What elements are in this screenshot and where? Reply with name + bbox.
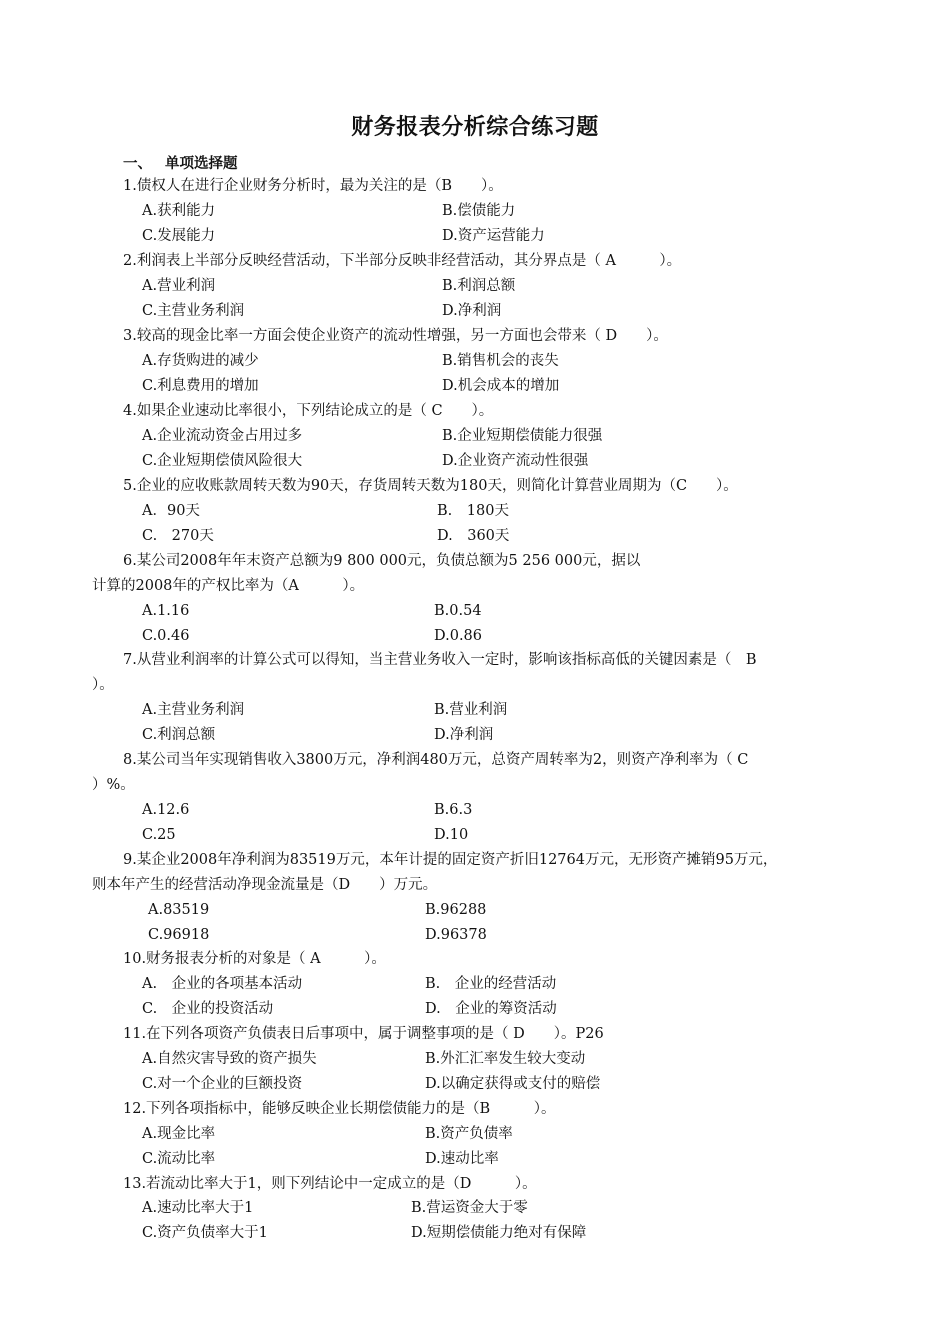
answer-option: C.企业短期偿债风险很大	[142, 453, 303, 469]
section-label: 单项选择题	[165, 156, 238, 172]
answer-option: A.存货购进的减少	[142, 353, 259, 369]
answer-option: B.外汇汇率发生较大变动	[425, 1051, 586, 1067]
answer-option: C.0.46	[142, 628, 190, 644]
answer-option: D.资产运营能力	[442, 228, 545, 244]
answer-option: C.资产负债率大于1	[142, 1225, 268, 1241]
answer-option: A.企业流动资金占用过多	[142, 428, 303, 444]
question-stem: 8.某公司当年实现销售收入3800万元，净利润480万元，总资产周转率为2，则资产净利率为（ C	[123, 752, 749, 768]
question-stem: 7.从营业利润率的计算公式可以得知，当主营业务收入一定时，影响该指标高低的关键因素是（ B	[123, 652, 757, 668]
answer-option: A.12.6	[142, 802, 190, 818]
answer-option: B.营运资金大于零	[411, 1200, 528, 1216]
answer-option: C.主营业务利润	[142, 303, 245, 319]
answer-option: A.1.16	[142, 603, 190, 619]
section-number: 一、	[123, 156, 152, 172]
question-stem: 9.某企业2008年净利润为83519万元，本年计提的固定资产折旧12764万元，无形资产摊销95万元，	[123, 852, 778, 868]
question-stem: 2.利润表上半部分反映经营活动，下半部分反映非经营活动，其分界点是（ A ）。	[123, 253, 682, 269]
answer-option: C.25	[142, 827, 176, 843]
answer-option: B.偿债能力	[442, 203, 516, 219]
answer-option: D.企业资产流动性很强	[442, 453, 589, 469]
answer-option: D.以确定获得或支付的赔偿	[425, 1076, 601, 1092]
answer-option: C.利润总额	[142, 727, 216, 743]
answer-option: A.营业利润	[142, 278, 216, 294]
question-stem: 5.企业的应收账款周转天数为90天，存货周转天数为180天，则简化计算营业周期为（C ）。	[123, 478, 738, 494]
answer-option: D.短期偿债能力绝对有保障	[411, 1225, 587, 1241]
question-stem: 13.若流动比率大于1，则下列结论中一定成立的是（D ）。	[123, 1176, 537, 1192]
question-stem: 11.在下列各项资产负债表日后事项中，属于调整事项的是（ D ）。P26	[123, 1026, 604, 1042]
answer-option: D.净利润	[442, 303, 502, 319]
question-stem: 3.较高的现金比率一方面会使企业资产的流动性增强，另一方面也会带来（ D ）。	[123, 328, 668, 344]
answer-option: D.速动比率	[425, 1151, 499, 1167]
answer-option: D. 360天	[437, 528, 510, 544]
question-stem: 12.下列各项指标中，能够反映企业长期偿债能力的是（B ）。	[123, 1101, 556, 1117]
question-stem-continuation: ）。	[92, 677, 114, 693]
answer-option: B. 180天	[437, 503, 509, 519]
answer-option: D.0.86	[434, 628, 483, 644]
answer-option: C. 企业的投资活动	[142, 1001, 274, 1017]
answer-option: B.营业利润	[434, 702, 508, 718]
answer-option: A.获利能力	[142, 203, 216, 219]
answer-option: A.83519	[148, 902, 210, 918]
answer-option: D. 企业的筹资活动	[425, 1001, 557, 1017]
answer-option: B.企业短期偿债能力很强	[442, 428, 603, 444]
answer-option: B.资产负债率	[425, 1126, 513, 1142]
question-stem: 4.如果企业速动比率很小，下列结论成立的是（ C ）。	[123, 403, 494, 419]
answer-option: A.自然灾害导致的资产损失	[142, 1051, 317, 1067]
answer-option: D.96378	[425, 927, 487, 943]
section-heading	[123, 152, 238, 173]
answer-option: D.净利润	[434, 727, 494, 743]
answer-option: C.96918	[148, 927, 210, 943]
document-title: 财务报表分析综合练习题	[351, 115, 599, 140]
answer-option: D.10	[434, 827, 469, 843]
answer-option: A.速动比率大于1	[142, 1200, 254, 1216]
answer-option: A.主营业务利润	[142, 702, 245, 718]
answer-option: A. 企业的各项基本活动	[142, 976, 303, 992]
answer-option: C.发展能力	[142, 228, 216, 244]
question-stem: 1.债权人在进行企业财务分析时，最为关注的是（B ）。	[123, 178, 503, 194]
question-stem-continuation: 计算的2008年的产权比率为（A ）。	[92, 578, 365, 594]
answer-option: B.96288	[425, 902, 487, 918]
answer-option: B.利润总额	[442, 278, 516, 294]
answer-option: B.销售机会的丧失	[442, 353, 559, 369]
answer-option: A.现金比率	[142, 1126, 216, 1142]
answer-option: C.流动比率	[142, 1151, 216, 1167]
answer-option: A．90天	[142, 503, 200, 519]
answer-option: C.对一个企业的巨额投资	[142, 1076, 303, 1092]
answer-option: B.6.3	[434, 802, 473, 818]
answer-option: C. 270天	[142, 528, 214, 544]
question-stem-continuation: 则本年产生的经营活动净现金流量是（D ）万元。	[92, 877, 438, 893]
answer-option: B.0.54	[434, 603, 482, 619]
answer-option: B. 企业的经营活动	[425, 976, 557, 992]
question-stem-continuation: ）%。	[92, 777, 135, 793]
answer-option: D.机会成本的增加	[442, 378, 560, 394]
question-stem: 6.某公司2008年年末资产总额为9 800 000元，负债总额为5 256 000元，据以	[123, 553, 641, 569]
answer-option: C.利息费用的增加	[142, 378, 259, 394]
question-stem: 10.财务报表分析的对象是（ A ）。	[123, 951, 386, 967]
